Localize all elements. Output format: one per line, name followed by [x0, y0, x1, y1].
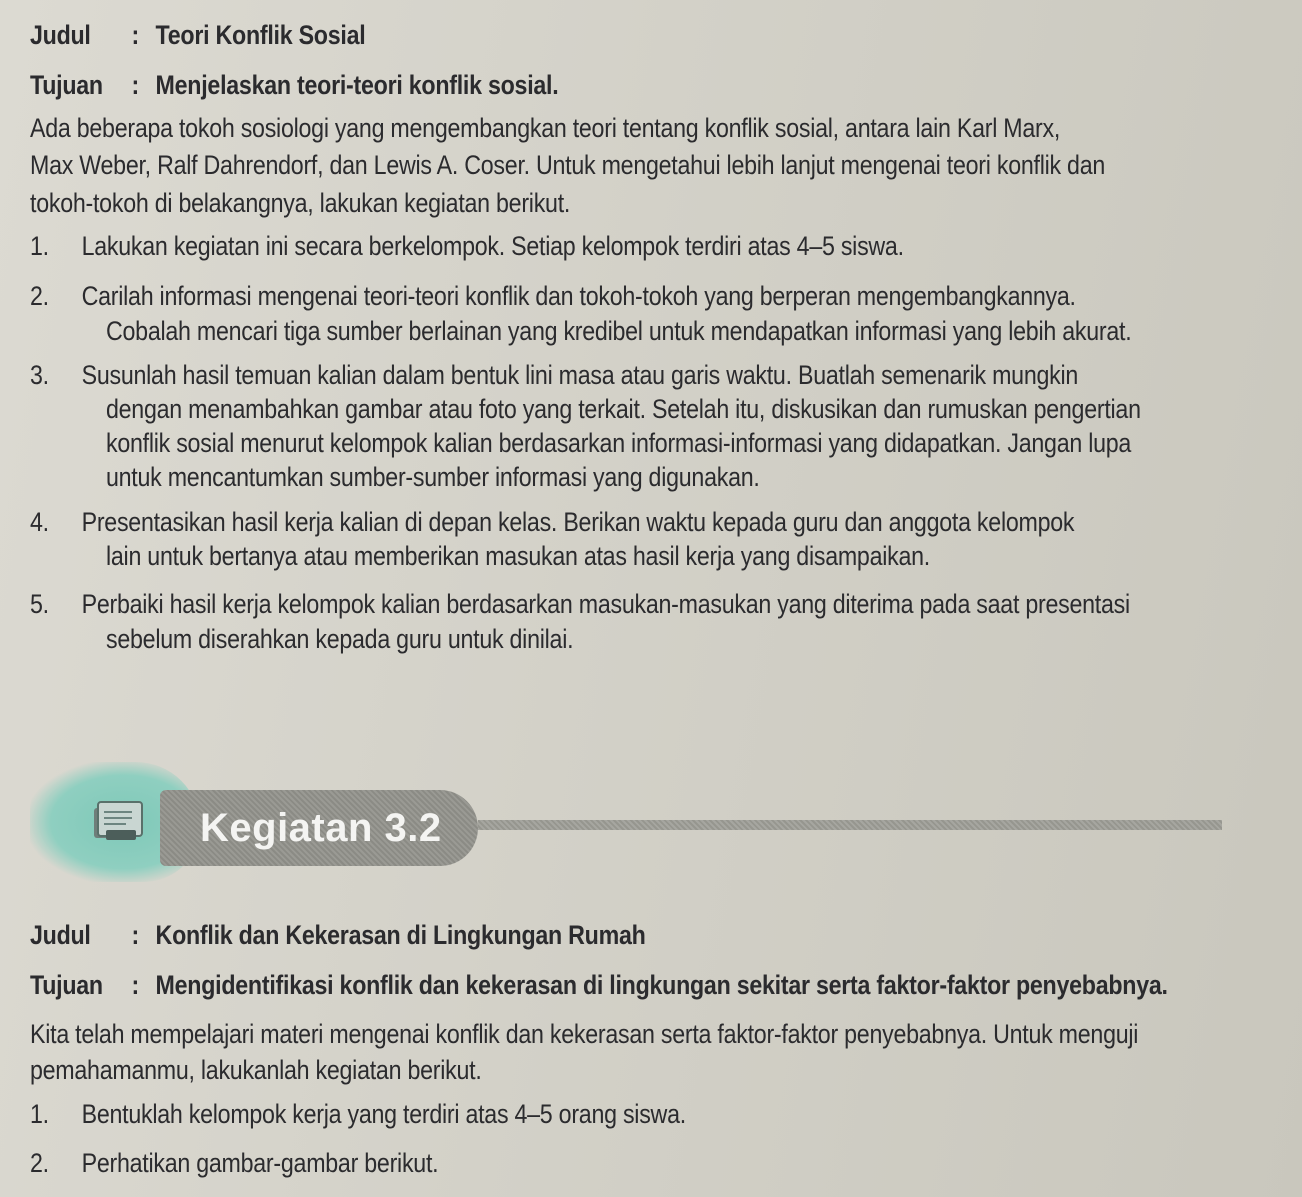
intro-line: Kita telah mempelajari materi mengenai konflik dan kekerasan serta faktor-faktor penyebabnya. Untuk menguji [30, 1019, 1139, 1049]
step-number: 5. [30, 589, 49, 619]
section2-judul-row: Judul : Konflik dan Kekerasan di Lingkungan Rumah [30, 920, 646, 950]
step-text: Presentasikan hasil kerja kalian di depan kelas. Berikan waktu kepada guru dan anggota kelompok [81, 507, 1075, 537]
tujuan-value: Menjelaskan teori-teori konflik sosial. [155, 70, 559, 100]
step-text: konflik sosial menurut kelompok kalian berdasarkan informasi-informasi yang didapatkan. Jangan lupa [106, 428, 1132, 458]
step-text: Susunlah hasil temuan kalian dalam bentuk lini masa atau garis waktu. Buatlah semenarik mungkin [81, 360, 1079, 390]
section1-judul-row: Judul : Teori Konflik Sosial [30, 20, 366, 50]
step-text: Bentuklah kelompok kerja yang terdiri atas 4–5 orang siswa. [81, 1099, 686, 1129]
step-text: lain untuk bertanya atau memberikan masukan atas hasil kerja yang disampaikan. [106, 541, 931, 571]
step-number: 1. [30, 231, 49, 261]
list-item [30, 505, 1074, 539]
step-number: 3. [30, 360, 49, 390]
list-item [30, 587, 1130, 621]
banner-title: Kegiatan 3.2 [200, 806, 442, 850]
list-item [30, 229, 904, 263]
list-item [30, 1146, 438, 1180]
section1-tujuan-row: Tujuan : Menjelaskan teori-teori konflik sosial. [30, 70, 559, 100]
step-text: Perhatikan gambar-gambar berikut. [81, 1148, 439, 1178]
judul-value: Teori Konflik Sosial [155, 20, 366, 50]
judul-label: Judul [30, 920, 91, 950]
step-number: 2. [30, 1148, 49, 1178]
intro-line: pemahamanmu, lakukanlah kegiatan berikut. [30, 1055, 482, 1085]
step-number: 1. [30, 1099, 49, 1129]
banner-divider [478, 820, 1222, 830]
step-text: Perbaiki hasil kerja kelompok kalian berdasarkan masukan-masukan yang diterima pada saat presentasi [81, 589, 1130, 619]
step-number: 4. [30, 507, 49, 537]
intro-line: tokoh-tokoh di belakangnya, lakukan kegiatan berikut. [30, 188, 571, 218]
step-text: untuk mencantumkan sumber-sumber informasi yang digunakan. [106, 462, 760, 492]
tujuan-value: Mengidentifikasi konflik dan kekerasan di lingkungan sekitar serta faktor-faktor penyebabnya. [155, 970, 1168, 1000]
tujuan-label: Tujuan [30, 970, 103, 1000]
list-item [30, 279, 1076, 313]
intro-line: Max Weber, Ralf Dahrendorf, dan Lewis A. Coser. Untuk mengetahui lebih lanjut mengenai teori konflik dan [30, 150, 1106, 180]
step-text: Cobalah mencari tiga sumber berlainan yang kredibel untuk mendapatkan informasi yang lebih akurat. [106, 316, 1132, 346]
judul-value: Konflik dan Kekerasan di Lingkungan Rumah [155, 920, 646, 950]
tujuan-label: Tujuan [30, 70, 103, 100]
judul-label: Judul [30, 20, 91, 50]
step-text: sebelum diserahkan kepada guru untuk dinilai. [106, 624, 574, 654]
step-text: Lakukan kegiatan ini secara berkelompok. Setiap kelompok terdiri atas 4–5 siswa. [81, 231, 904, 261]
document-icon [92, 800, 150, 842]
list-item [30, 358, 1078, 392]
section2-tujuan-row: Tujuan : Mengidentifikasi konflik dan kekerasan di lingkungan sekitar serta faktor-faktor penyebabnya. [30, 970, 1168, 1000]
list-item [30, 1097, 686, 1131]
step-number: 2. [30, 281, 49, 311]
step-text: Carilah informasi mengenai teori-teori konflik dan tokoh-tokoh yang berperan mengembangkannya. [81, 281, 1076, 311]
intro-line: Ada beberapa tokoh sosiologi yang mengembangkan teori tentang konflik sosial, antara lain Karl Marx, [30, 113, 1061, 143]
step-text: dengan menambahkan gambar atau foto yang terkait. Setelah itu, diskusikan dan rumuskan pengertian [106, 394, 1141, 424]
